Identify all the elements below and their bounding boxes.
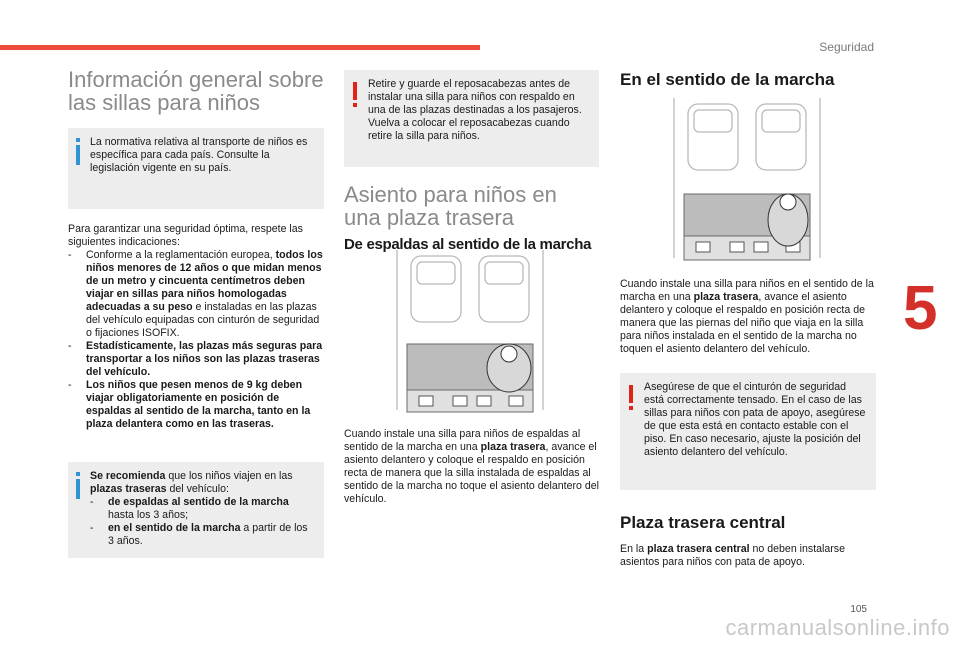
column-1 (68, 68, 324, 558)
list-item: - Conforme a la reglamentación europea, todos los niños menores de 12 años o que midan menos de un metro y cincuenta centímetros deben viajar en sillas para niños homologadas adecuadas a su peso e instaladas en las plazas del vehículo equipadas con cinturón de seguridad o fijaciones ISOFIX. (68, 249, 323, 339)
info-text: Se recomienda que los niños viajen en las plazas traseras del vehículo: (90, 470, 293, 495)
page-title: Información general sobre las sillas para niños (68, 67, 324, 115)
list-item: - Estadísticamente, las plazas más seguras para transportar a los niños son las plazas traseras del vehículo. (68, 340, 323, 378)
header-red-bar (0, 45, 480, 50)
section-title: Asiento para niños en una plaza trasera (344, 182, 557, 230)
info-icon (76, 472, 80, 502)
section-title: Plaza trasera central (620, 513, 786, 532)
column-2 (344, 70, 599, 254)
warning-box-headrest (344, 70, 599, 167)
rear-facing-seat-illustration (389, 250, 551, 418)
info-box-legislation (68, 128, 324, 209)
subsection-title: De espaldas al sentido de la marcha (344, 236, 592, 253)
center-seat-text: En la plaza trasera central no deben instalarse asientos para niños con pata de apoyo. (620, 543, 845, 568)
warning-text: Asegúrese de que el cinturón de seguridad está correctamente tensado. En el caso de las sillas para niños con pata de apoyo, asegúrese de que esta está en contacto estable con el piso. En caso necesario, ajuste la posición del asiento delantero del vehículo. (644, 381, 866, 458)
section-label: Seguridad (819, 40, 874, 54)
intro-text: Para garantizar una seguridad óptima, respete las siguientes indicaciones: (68, 223, 303, 248)
rear-facing-text: Cuando instale una silla para niños de espaldas al sentido de la marcha en una plaza trasera, avance el asiento delantero y coloque el respaldo en posición recta de manera que la silla instalada de espaldas al sentido de la marcha no toque el asiento delantero del vehículo. (344, 428, 600, 505)
warning-icon (353, 82, 357, 107)
list-item: - en el sentido de la marcha a partir de los 3 años. (90, 522, 308, 547)
warning-icon (629, 385, 633, 410)
chapter-number: 5 (903, 274, 938, 343)
column-2-text (344, 428, 600, 506)
list-item: - Los niños que pesen menos de 9 kg deben viajar obligatoriamente en posición de espaldas al sentido de la marcha, tanto en la plaza delantera como en las traseras. (68, 379, 311, 430)
column-3 (620, 70, 876, 90)
info-text: La normativa relativa al transporte de niños es específica para cada país. Consulte la legislación vigente en su país. (90, 136, 308, 174)
warning-box-seatbelt (620, 373, 876, 490)
watermark: carmanualsonline.info (725, 615, 950, 640)
forward-facing-text: Cuando instale una silla para niños en el sentido de la marcha en una plaza trasera, avance el asiento delantero y coloque el respaldo en posición recta de manera que las piernas del niño que viaja en la silla para niños instalada en el sentido de la marcha no toquen el asiento delantero del vehículo. (620, 278, 874, 355)
warning-text: Retire y guarde el reposacabezas antes de instalar una silla para niños con respaldo en una de las plazas destinadas a los pasajeros. Vuelva a colocar el reposacabezas cuando retire la silla para niños. (368, 78, 582, 142)
column-3-text (620, 278, 876, 569)
list-item: - de espaldas al sentido de la marcha hasta los 3 años; (90, 496, 289, 521)
section-title: En el sentido de la marcha (620, 70, 835, 89)
forward-facing-seat-illustration (666, 98, 828, 266)
page-number: 105 (850, 604, 867, 615)
info-icon (76, 138, 80, 168)
info-box-recommendation (68, 462, 324, 558)
